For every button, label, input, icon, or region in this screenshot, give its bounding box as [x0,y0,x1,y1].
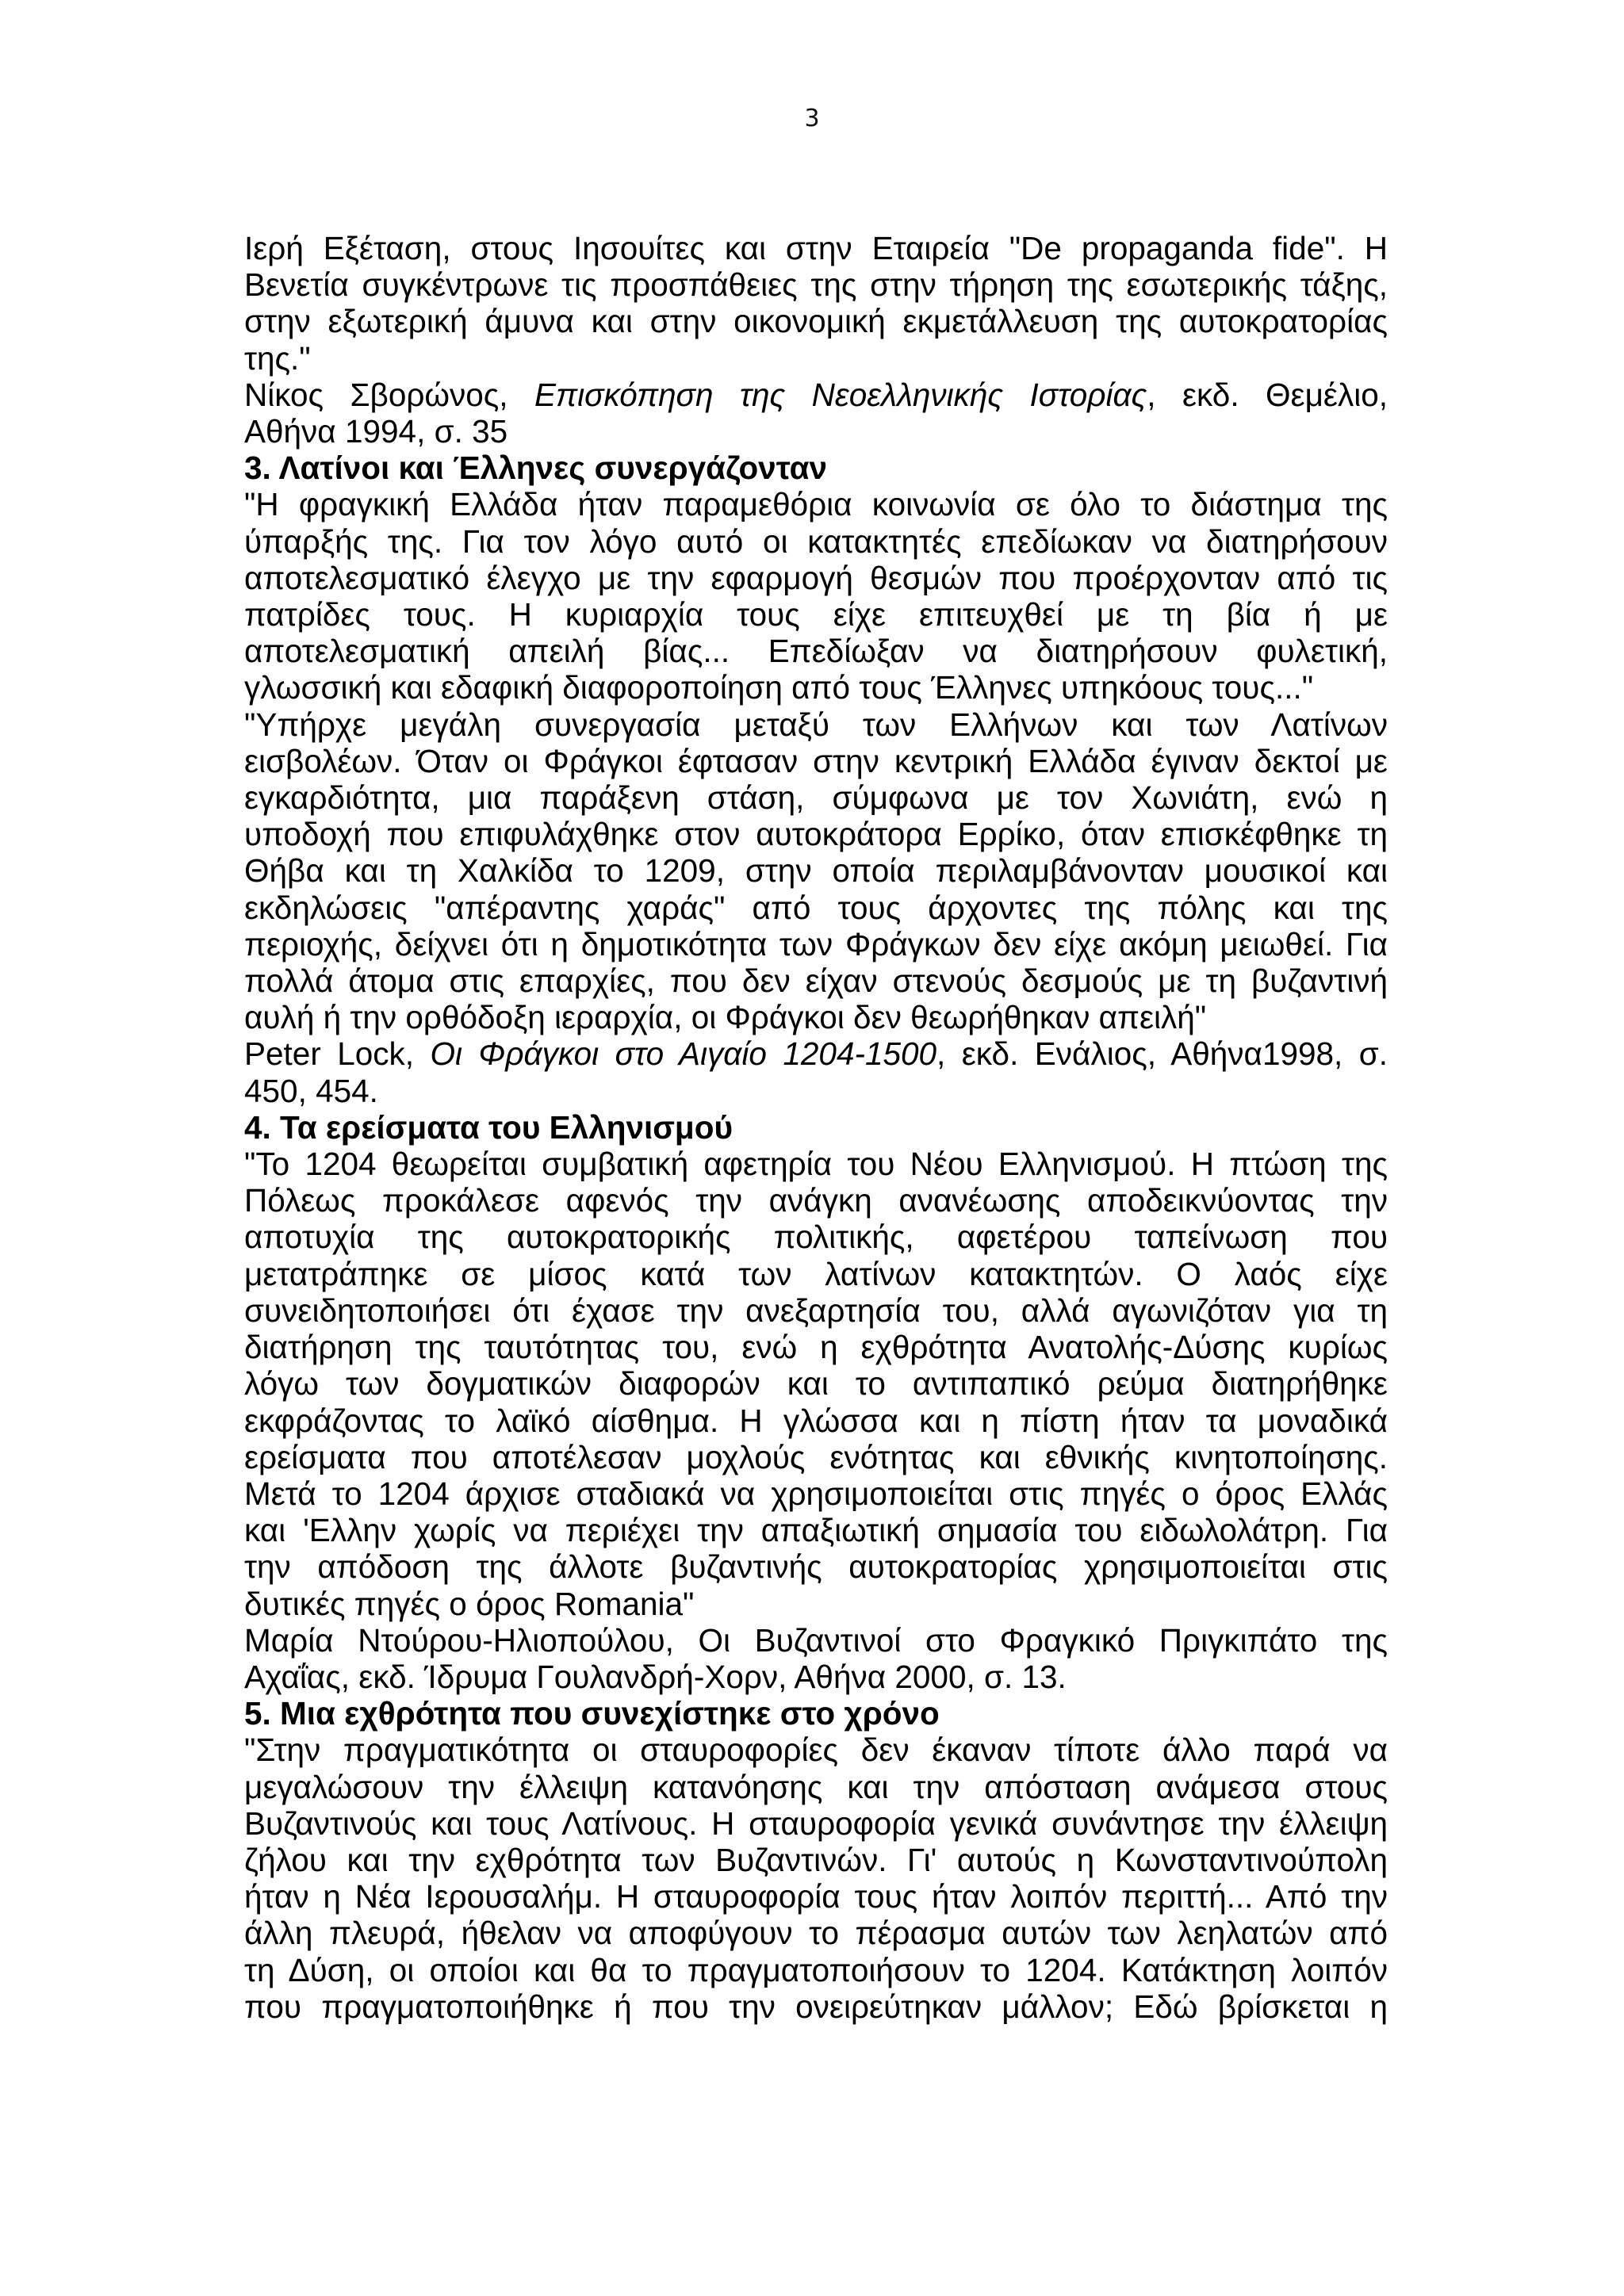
citation-line [244,1035,1388,1072]
paragraph-frankish-greece [244,486,1388,1035]
text-line: αποτυχία της αυτοκρατορικής πολιτικής, αφετέρου ταπείνωση που [244,1219,1388,1256]
text-line: Πόλεως προκάλεσε αφενός την ανάγκη ανανέωσης αποδεικνύοντας την [244,1182,1388,1219]
source-citation-svoronos [244,377,1388,450]
citation-title: Επισκόπηση της Νεοελληνικής Ιστορίας [534,376,1147,413]
text-line: αποτελεσματική απειλή βίας... Επεδίωξαν να διατηρήσουν φυλετική, [244,633,1388,670]
text-line: εκδηλώσεις "απέραντης χαράς" από τους άρχοντες της πόλης και της [244,889,1388,926]
section-heading-5: 5. Μια εχθρότητα που συνεχίστηκε στο χρόνο [244,1695,940,1732]
text-line: "Στην πραγματικότητα οι σταυροφορίες δεν έκαναν τίποτε άλλο παρά να [244,1732,1388,1769]
text-line: Βενετία συγκέντρωνε τις προσπάθειες της στην τήρηση της εσωτερικής τάξης, [244,266,1388,304]
citation-publisher: , εκδ. Θεμέλιο, [1147,376,1388,413]
citation-publisher: , εκδ. Ενάλιος, Αθήνα1998, σ. [936,1035,1388,1073]
text-line: υποδοχή που επιφυλάχθηκε στον αυτοκράτορα Ερρίκο, όταν επισκέφθηκε τη [244,816,1388,853]
text-line: Μετά το 1204 άρχισε σταδιακά να χρησιμοποιείται στις πηγές ο όρος Ελλάς [244,1475,1388,1512]
text-line: ζήλου και την εχθρότητα των Βυζαντινών. Γι' αυτούς η Κωνσταντινούπολη [244,1841,1388,1878]
text-line: και 'Ελλην χωρίς να περιέχει την απαξιωτική σημασία του ειδωλολάτρη. Για [244,1512,1388,1549]
text-line: συνειδητοποιήσει ότι έχασε την ανεξαρτησία του, αλλά αγωνιζόταν για τη [244,1292,1388,1329]
paragraph-venice [244,230,1388,377]
text-line: δυτικές πηγές ο όρος Romania" [244,1585,695,1622]
text-line: Βυζαντινούς και τους Λατίνους. Η σταυροφορία γενικά συνάντησε την έλλειψη [244,1804,1388,1842]
text-line: στην εξωτερική άμυνα και στην οικονομική εκμετάλλευση της αυτοκρατορίας [244,303,1388,340]
text-line: διατήρηση της ταυτότητας του, ενώ η εχθρότητα Ανατολής-Δύσης κυρίως [244,1329,1388,1366]
text-line: πολλά άτομα στις επαρχίες, που δεν είχαν στενούς δεσμούς με τη βυζαντινή [244,962,1388,1000]
citation-title: Οι Φράγκοι στο Αιγαίο 1204-1500 [430,1035,937,1073]
text-line: ήταν η Νέα Ιερουσαλήμ. Η σταυροφορία τους ήταν λοιπόν περιττή... Από την [244,1878,1388,1915]
citation-author: Νίκος Σβορώνος, [244,376,534,413]
text-line: "Υπήρχε μεγάλη συνεργασία μεταξύ των Ελλήνων και των Λατίνων [244,706,1388,743]
citation-line: Αχαΐας, εκδ. Ίδρυμα Γουλανδρή-Χορν, Αθήνα 2000, σ. 13. [244,1658,1067,1695]
text-line: περιοχής, δείχνει ότι η δημοτικότητα των Φράγκων δεν είχε ακόμη μειωθεί. Για [244,925,1388,962]
paragraph-crusades [244,1732,1388,2025]
paragraph-hellenism [244,1146,1388,1622]
text-line: μετατράπηκε σε μίσος κατά των λατίνων κατακτητών. Ο λαός είχε [244,1255,1388,1292]
section-heading-3: 3. Λατίνοι και Έλληνες συνεργάζονταν [244,450,828,487]
text-line: εγκαρδιότητα, μια παράξενη στάση, σύμφωνα με τον Χωνιάτη, ενώ η [244,779,1388,817]
text-line: αποτελεσματικό έλεγχο με την εφαρμογή θεσμών που προέρχονταν από τις [244,559,1388,596]
text-line: της." [244,339,311,377]
citation-author: Peter Lock, [244,1035,431,1073]
citation-line: Μαρία Ντούρου-Ηλιοπούλου, Οι Βυζαντινοί στο Φραγκικό Πριγκιπάτο της [244,1621,1388,1659]
text-line: ερείσματα που αποτέλεσαν μοχλούς ενότητας και εθνικής κινητοποίησης. [244,1438,1388,1475]
text-line: γλωσσική και εδαφική διαφοροποίηση από τους Έλληνες υπηκόους τους..." [244,669,1314,706]
text-line: "Το 1204 θεωρείται συμβατική αφετηρία του Νέου Ελληνισμού. Η πτώση της [244,1146,1388,1183]
text-line: άλλη πλευρά, ήθελαν να αποφύγουν το πέρασμα αυτών των λεηλατών από [244,1915,1388,1952]
text-line: εισβολέων. Όταν οι Φράγκοι έφτασαν στην κεντρική Ελλάδα έγιναν δεκτοί με [244,742,1388,779]
page-body [244,230,1388,2025]
section-heading-4: 4. Τα ερείσματα του Ελληνισμού [244,1108,733,1146]
text-line: Ιερή Εξέταση, στους Ιησουίτες και στην Εταιρεία "De propaganda fide". Η [244,230,1388,266]
source-citation-ntourou [244,1622,1388,1695]
text-line: Θήβα και τη Χαλκίδα το 1209, στην οποία περιλαμβάνονταν μουσικοί και [244,852,1388,890]
text-line: τη Δύση, οι οποίοι και θα το πραγματοποιήσουν το 1204. Κατάκτηση λοιπόν [244,1951,1388,1988]
page-number: 3 [804,105,820,132]
citation-line [244,377,1388,413]
text-line: μεγαλώσουν την έλλειψη κατανόησης και την απόσταση ανάμεσα στους [244,1768,1388,1805]
text-line: λόγω των δογματικών διαφορών και το αντιπαπικό ρεύμα διατηρήθηκε [244,1365,1388,1402]
citation-line: Αθήνα 1994, σ. 35 [244,413,508,450]
citation-line: 450, 454. [244,1072,378,1109]
text-line: την απόδοση της άλλοτε βυζαντινής αυτοκρατορίας χρησιμοποιείται στις [244,1548,1388,1586]
text-line: ύπαρξής της. Για τον λόγο αυτό οι κατακτητές επεδίωκαν να διατηρήσουν [244,522,1388,560]
source-citation-lock [244,1035,1388,1108]
text-line: που πραγματοποιήθηκε ή που την ονειρεύτηκαν μάλλον; Εδώ βρίσκεται η [244,1988,1388,2025]
text-line: "Η φραγκική Ελλάδα ήταν παραμεθόρια κοινωνία σε όλο το διάστημα της [244,486,1388,523]
text-line: αυλή ή την ορθόδοξη ιεραρχία, οι Φράγκοι δεν θεωρήθηκαν απειλή" [244,999,1207,1036]
text-line: πατρίδες τους. Η κυριαρχία τους είχε επιτευχθεί με τη βία ή με [244,596,1388,633]
text-line: εκφράζοντας το λαϊκό αίσθημα. Η γλώσσα και η πίστη ήταν τα μοναδικά [244,1402,1388,1439]
